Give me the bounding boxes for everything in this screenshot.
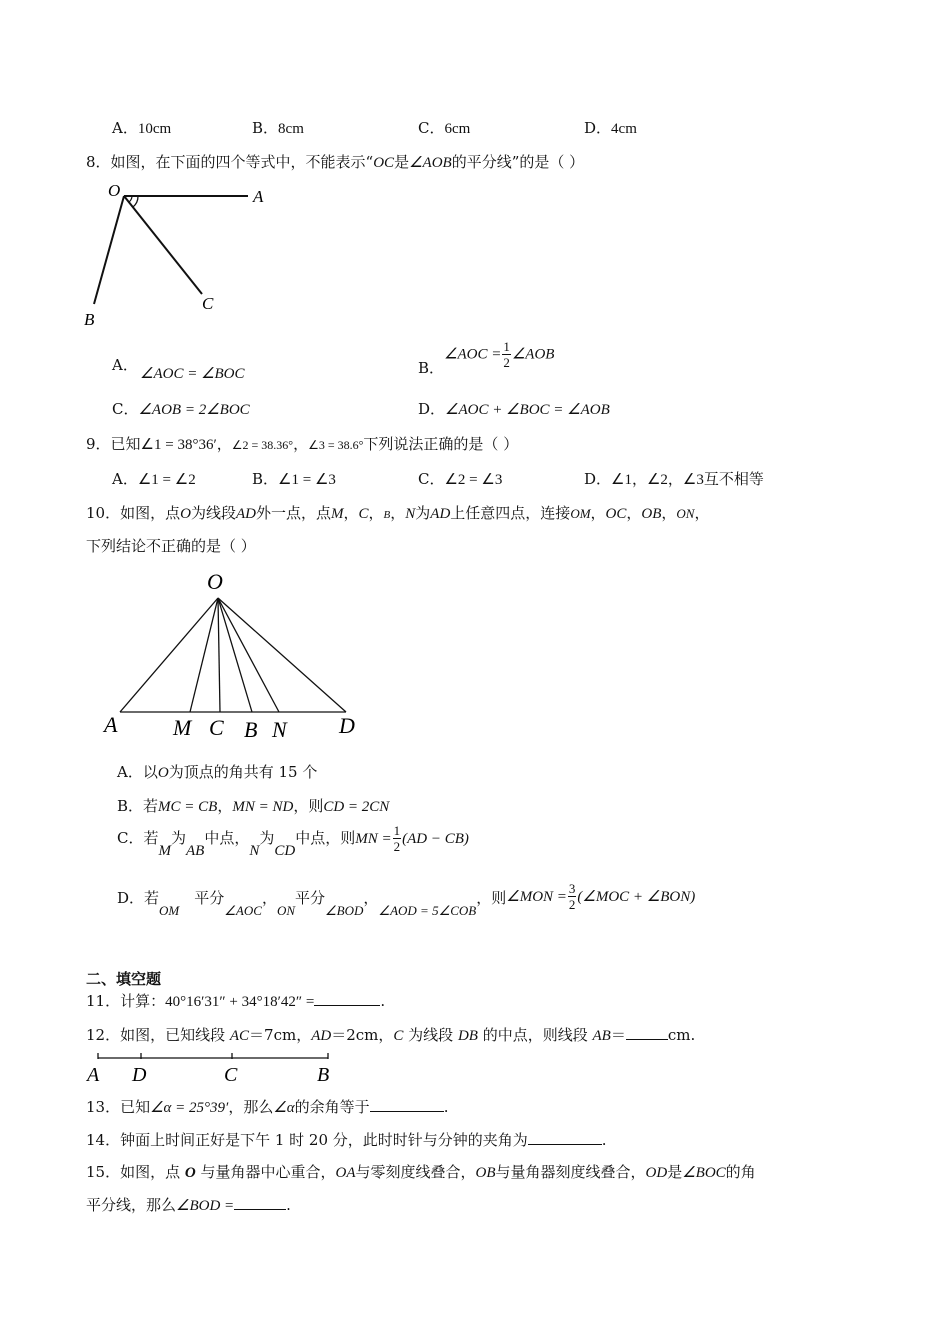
label-d: D	[132, 1064, 147, 1086]
q12-segment-figure	[84, 1050, 344, 1088]
label-d: D	[339, 713, 355, 738]
q10-option-b: B．若MC = CB，MN = ND，则CD = 2CN	[117, 797, 390, 815]
q8-option-d: D．∠AOC + ∠BOC = ∠AOB	[418, 400, 610, 418]
label-c: C	[202, 294, 214, 313]
q9-option-d: D．∠1，∠2，∠3互不相等	[584, 470, 764, 488]
segment-od	[218, 598, 346, 712]
section-title-fill-in: 二、填空题	[86, 970, 162, 988]
segment-oc	[218, 598, 220, 712]
q8-stem: 8．如图，在下面的四个等式中，不能表示“OC是∠AOB的平分线”的是（ ）	[86, 153, 585, 171]
q9-stem: 9．已知∠1 = 38°36′，∠2 = 38.36°，∠3 = 38.6°下列说法正确的是（ ）	[86, 435, 519, 453]
q15-line1: 15．如图，点 O 与量角器中心重合，OA与零刻度线叠合，OB与量角器刻度线叠合，OD是∠BOC的角	[86, 1163, 756, 1181]
q9-option-b: B．∠1 = ∠3	[252, 470, 336, 488]
segment-ob	[218, 598, 252, 712]
segment-on	[218, 598, 279, 712]
label-b: B	[317, 1064, 330, 1086]
label-o: O	[108, 181, 121, 200]
q8-option-c: C．∠AOB = 2∠BOC	[112, 400, 250, 418]
q10-stem-line1: 10．如图，点O为线段AD外一点，点M，C，B，N为AD上任意四点，连接OM，OC，OB，ON，	[86, 504, 710, 522]
q9-option-a: A．∠1 = ∠2	[112, 470, 196, 488]
label-a: A	[253, 187, 264, 206]
q10-option-a: A．以O为顶点的角共有 15 个	[117, 763, 318, 781]
q13: 13．已知∠α = 25°39′，那么∠α的余角等于 .	[86, 1098, 449, 1116]
label-n: N	[272, 717, 287, 742]
label-b: B	[84, 310, 95, 329]
ray-ob	[94, 196, 124, 304]
label-m: M	[173, 715, 192, 740]
q10-stem-line2: 下列结论不正确的是（ ）	[86, 537, 256, 555]
q7-option-a: A．10cm	[112, 119, 172, 137]
q8-option-a: ∠AOC = ∠BOC	[140, 366, 245, 382]
q15-answer-blank[interactable]	[234, 1208, 286, 1210]
q11-answer-blank[interactable]	[314, 1004, 380, 1006]
label-a: A	[87, 1064, 100, 1086]
q8-angle-figure	[80, 180, 280, 330]
label-c: C	[224, 1064, 238, 1086]
q13-answer-blank[interactable]	[370, 1110, 444, 1112]
segment-oa	[120, 598, 218, 712]
q10-option-c: C．若M为AB中点，N为CD中点，则MN = $\frac{1}{2}$ (AD − CB)	[117, 823, 469, 859]
q14-answer-blank[interactable]	[528, 1143, 602, 1145]
q11: 11．计算：40°16′31″ + 34°18′42″ = .	[86, 992, 386, 1010]
label-c: C	[209, 715, 224, 740]
q10-option-d: D．若OM 平分∠AOC，ON平分∠BOD，∠AOD = 5∠COB，则∠MON = $\frac{3}{2}$ (∠MOC + ∠BON)	[117, 881, 696, 918]
q7-option-c: C．6cm	[418, 119, 471, 137]
label-a: A	[104, 712, 118, 737]
angle-arc	[133, 196, 138, 207]
q9-option-c: C．∠2 = ∠3	[418, 470, 503, 488]
label-o: O	[207, 569, 223, 594]
q12: 12．如图，已知线段 AC＝7cm，AD＝2cm，C 为线段 DB 的中点，则线段 AB＝ cm.	[86, 1026, 696, 1044]
q10-triangle-figure	[96, 566, 376, 746]
q7-option-b: B．8cm	[252, 119, 304, 137]
q8-option-b: B．∠AOC = $\frac{1}{2}$ ∠AOB	[418, 339, 555, 377]
q8-option-a-letter: A．	[112, 356, 138, 374]
ray-oc	[124, 196, 202, 294]
q15-line2: 平分线，那么∠BOD = .	[86, 1196, 291, 1214]
q12-answer-blank[interactable]	[626, 1038, 668, 1040]
q14: 14．钟面上时间正好是下午 1 时 20 分，此时时针与分钟的夹角为 .	[86, 1131, 607, 1149]
label-b: B	[244, 717, 258, 742]
q7-option-d: D．4cm	[584, 119, 637, 137]
